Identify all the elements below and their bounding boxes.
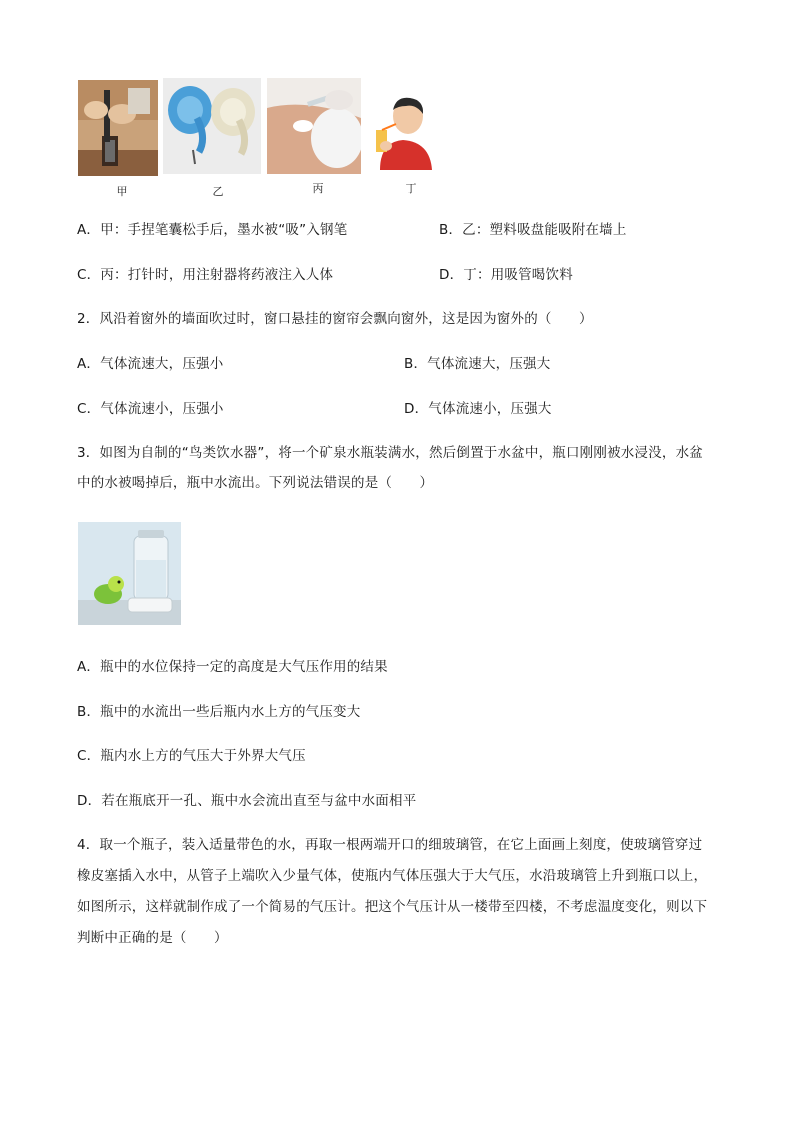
q4-stem-line-1: 4．取一个瓶子，装入适量带色的水，再取一根两端开口的细玻璃管，在它上面画上刻度，使玻璃管穿过 [77,837,703,853]
q4-stem-line-4: 判断中正确的是（ ） [77,930,228,946]
photo-suction-cups [163,78,261,174]
q3-stem-line-2: 中的水被喝掉后，瓶中水流出。下列说法错误的是（ ） [77,475,434,491]
q2-option-b: B．气体流速大，压强大 [404,356,551,372]
photo-fountain-pen [78,80,158,176]
q1-option-c: C．丙：打针时，用注射器将药液注入人体 [77,267,334,283]
q1-option-d: D．丁：用吸管喝饮料 [439,267,573,283]
caption-jia: 甲 [116,185,128,198]
q3-option-c: C．瓶内水上方的气压大于外界大气压 [77,748,306,764]
q3-option-b: B．瓶中的水流出一些后瓶内水上方的气压变大 [77,704,361,720]
photo-bird-waterer [78,522,181,625]
photo-injection [267,78,361,174]
caption-bing: 丙 [312,182,324,195]
q2-stem: 2．风沿着窗外的墙面吹过时，窗口悬挂的窗帘会飘向窗外，这是因为窗外的（ ） [77,311,593,327]
caption-yi: 乙 [212,185,224,198]
q2-option-d: D．气体流速小，压强大 [404,401,552,417]
photo-boy-drinking [370,96,436,170]
q1-option-a: A．甲：手捏笔囊松手后，墨水被“吸”入钢笔 [77,222,348,238]
q1-option-b: B．乙：塑料吸盘能吸附在墙上 [439,222,627,238]
q4-stem-line-2: 橡皮塞插入水中，从管子上端吹入少量气体，使瓶内气体压强大于大气压，水沿玻璃管上升到瓶口以上， [77,868,708,884]
caption-ding: 丁 [405,182,417,195]
q2-option-a: A．气体流速大，压强小 [77,356,224,372]
q3-option-a: A．瓶中的水位保持一定的高度是大气压作用的结果 [77,659,388,675]
q3-option-d: D．若在瓶底开一孔、瓶中水会流出直至与盆中水面相平 [77,793,417,809]
q2-option-c: C．气体流速小，压强小 [77,401,224,417]
q4-stem-line-3: 如图所示，这样就制作成了一个简易的气压计。把这个气压计从一楼带至四楼，不考虑温度变化，则以下 [77,899,708,915]
q3-stem-line-1: 3．如图为自制的“鸟类饮水器”，将一个矿泉水瓶装满水，然后倒置于水盆中，瓶口刚刚被水浸没，水盆 [77,445,703,461]
